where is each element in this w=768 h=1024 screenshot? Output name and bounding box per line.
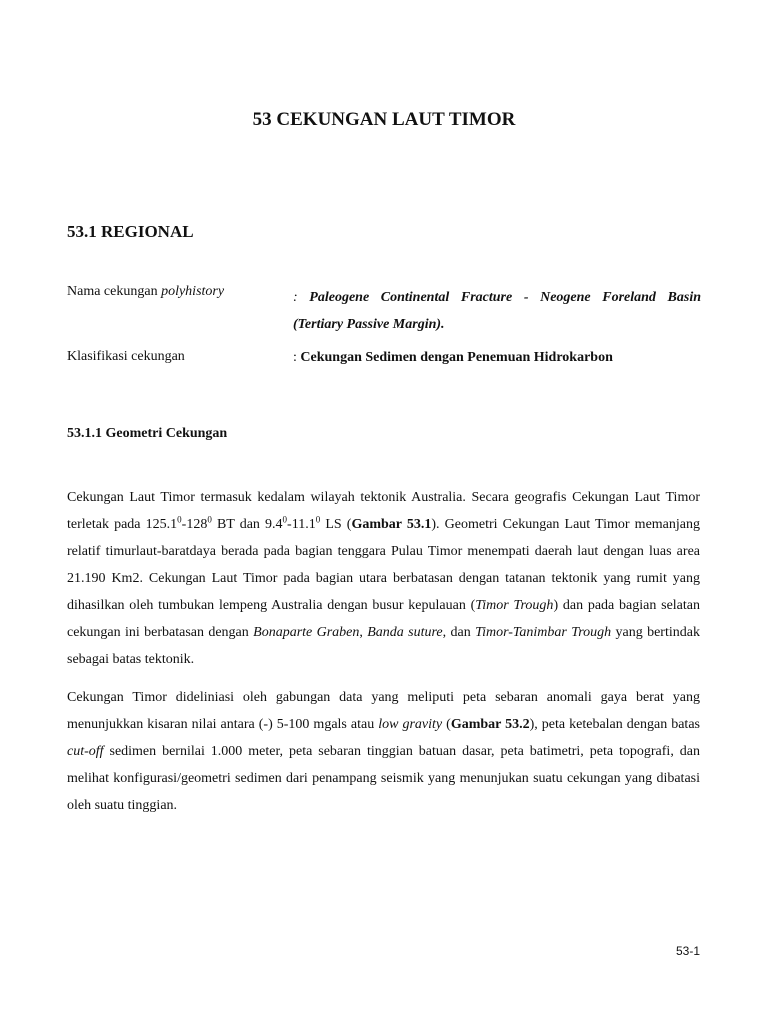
section-title: 53.1 REGIONAL [67,222,194,241]
paragraph-delineation [67,684,700,819]
text: LS ( [320,517,352,532]
field-label-text: Nama cekungan [67,284,162,299]
field-colon: : [293,350,297,365]
field-colon: : [293,290,298,305]
paragraph-geometry [67,484,700,673]
superscript: 0 [282,514,288,525]
text: ), peta ketebalan dengan batas [529,717,700,732]
emphasis: Timor Trough [475,598,554,613]
page-number: 53-1 [675,944,700,958]
field-value-text2: (Tertiary Passive Margin). [293,317,445,332]
text: yang bertindak sebagai batas tektonik. [67,625,700,667]
field-label: Klasifikasi cekungan [67,349,185,364]
text: -128 [181,517,208,532]
field-value-text: Cekungan Sedimen dengan Penemuan Hidrokarbon [300,350,613,365]
figure-reference: Gambar 53.2 [450,717,530,732]
superscript: 0 [207,514,212,525]
text: , [359,625,368,640]
field-value-line1 [293,284,701,311]
field-label [67,284,287,300]
field-value [293,349,701,367]
subsection-title: 53.1.1 Geometri Cekungan [67,426,228,441]
field-value [293,284,701,338]
figure-reference: Gambar 53.1 [351,517,432,532]
text: ). Geometri Cekungan Laut Timor memanjang relatif timurlaut-baratdaya berada pada bagian tenggara Pulau Timor menempati daerah laut dengan luas area 21.190 Km2. Cekungan Laut Timor pada bagian utara berbatasan dengan tatanan tektonik yang rumit yang dihasilkan oleh tumbukan lempeng Australia dengan busur kepulauan ( [67,517,700,613]
emphasis: cut-off [67,744,104,759]
emphasis: Bonaparte Graben [253,625,360,640]
emphasis: Timor-Tanimbar Trough [475,625,612,640]
emphasis: Banda suture [367,625,443,640]
text: Cekungan Timor dideliniasi oleh gabungan data yang meliputi peta sebaran anomali gaya berat yang menunjukkan kisaran nilai antara (-) 5-100 mgals atau [67,690,700,732]
superscript: 0 [177,514,182,525]
text: ( [442,717,451,732]
field-value-text1: Paleogene Continental Fracture - Neogene Foreland Basin [309,290,702,305]
text: BT dan 9.4 [211,517,283,532]
text: sedimen bernilai 1.000 meter, peta sebaran tinggian batuan dasar, peta batimetri, peta topografi, dan melihat konfigurasi/geometri sedimen dari penampang seismik yang menunjukan suatu cekungan yang dibatasi oleh suatu tinggian. [67,744,700,813]
text: -11.1 [287,517,316,532]
page-title: 53 CEKUNGAN LAUT TIMOR [252,109,516,130]
emphasis: low gravity [378,717,443,732]
text: ) dan pada bagian selatan cekungan ini berbatasan dengan [67,598,700,640]
field-label-emphasis: polyhistory [161,284,225,299]
superscript: 0 [315,514,321,525]
text: Cekungan Laut Timor termasuk kedalam wilayah tektonik Australia. Secara geografis Cekungan Laut Timor terletak pada 125.1 [67,490,700,532]
text: , dan [442,625,476,640]
